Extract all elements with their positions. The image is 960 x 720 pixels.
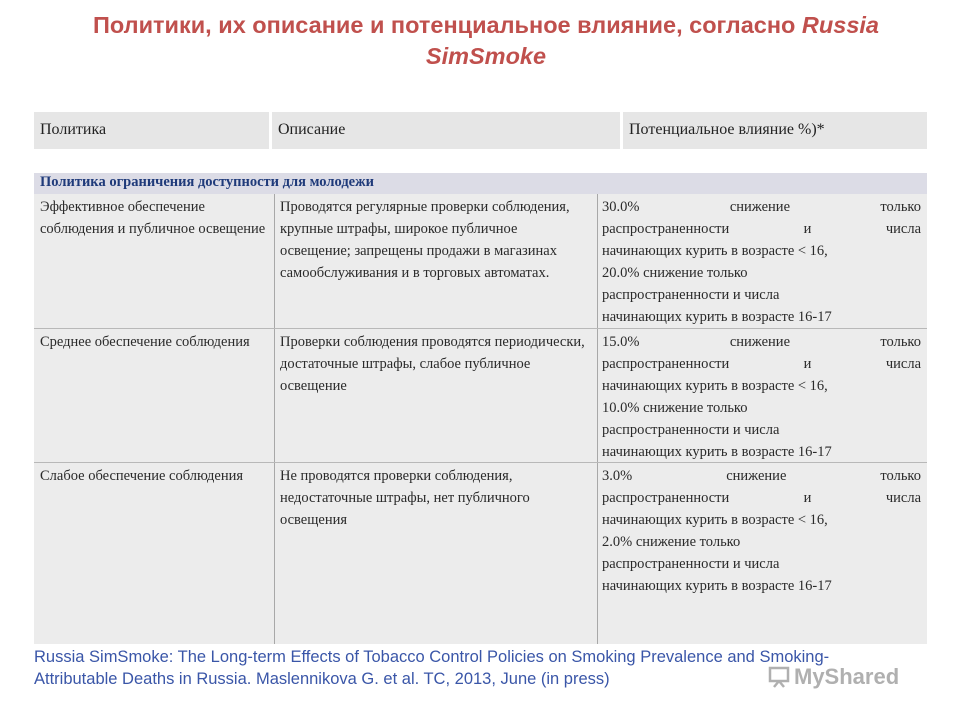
impact-line: 20.0% снижение только (602, 265, 748, 281)
impact-cell (597, 329, 927, 463)
watermark-text: MyShared (794, 664, 900, 689)
description-cell: Не проводятся проверки соблюдения, недостаточные штрафы, нет публичного освещения (280, 468, 530, 528)
impact-line: 2.0% снижение только (602, 534, 741, 550)
description-cell: Проводятся регулярные проверки соблюдения, крупные штрафы, широкое публичное освещение; запрещены продажи в магазинах самообслуживания и в торговых автоматах. (280, 199, 570, 281)
header-description: Описание (272, 112, 623, 149)
table-row (34, 329, 927, 463)
policy-cell: Слабое обеспечение соблюдения (40, 468, 244, 484)
presentation-icon (768, 666, 790, 688)
impact-line: распространенности и числа (602, 490, 921, 506)
title-plain: Политики, их описание и потенциальное влияние, согласно (92, 12, 802, 38)
impact-line: распространенности и числа (602, 556, 780, 572)
impact-cell (597, 194, 927, 328)
policy-table (34, 173, 927, 644)
table-header (34, 112, 927, 149)
citation-line: Attributable Deaths in Russia. Maslennikova G. et al. TC, 2013, June (in press) (34, 670, 610, 688)
impact-line: распространенности и числа (602, 356, 921, 372)
impact-line: начинающих курить в возрасте < 16, (602, 243, 828, 259)
impact-line: распространенности и числа (602, 221, 921, 237)
slide-title (30, 10, 942, 72)
impact-line: начинающих курить в возрасте 16-17 (602, 444, 832, 460)
description-cell: Проверки соблюдения проводятся периодически, достаточные штрафы, слабое публичное освещение (280, 334, 585, 394)
impact-cell (597, 463, 927, 644)
impact-line: распространенности и числа (602, 422, 780, 438)
impact-line: 30.0% снижение только (602, 199, 921, 215)
impact-line: 3.0% снижение только (602, 468, 921, 484)
watermark (768, 664, 899, 690)
impact-line: 10.0% снижение только (602, 400, 748, 416)
title-italic: Russia SimSmoke (425, 12, 879, 69)
impact-line: начинающих курить в возрасте 16-17 (602, 578, 832, 594)
table-row (34, 463, 927, 644)
policy-cell: Среднее обеспечение соблюдения (40, 334, 250, 350)
impact-line: начинающих курить в возрасте < 16, (602, 512, 828, 528)
table-row (34, 194, 927, 328)
citation-line: Russia SimSmoke: The Long-term Effects of Tobacco Control Policies on Smoking Prevalence and Smoking- (34, 648, 830, 666)
header-impact: Потенциальное влияние %)* (629, 121, 825, 138)
header-policy: Политика (34, 112, 272, 149)
impact-line: 15.0% снижение только (602, 334, 921, 350)
impact-line: распространенности и числа (602, 287, 780, 303)
impact-line: начинающих курить в возрасте < 16, (602, 378, 828, 394)
impact-line: начинающих курить в возрасте 16-17 (602, 309, 832, 325)
policy-cell: Эффективное обеспечение соблюдения и публичное освещение (40, 199, 266, 237)
section-label: Политика ограничения доступности для молодежи (34, 173, 927, 194)
